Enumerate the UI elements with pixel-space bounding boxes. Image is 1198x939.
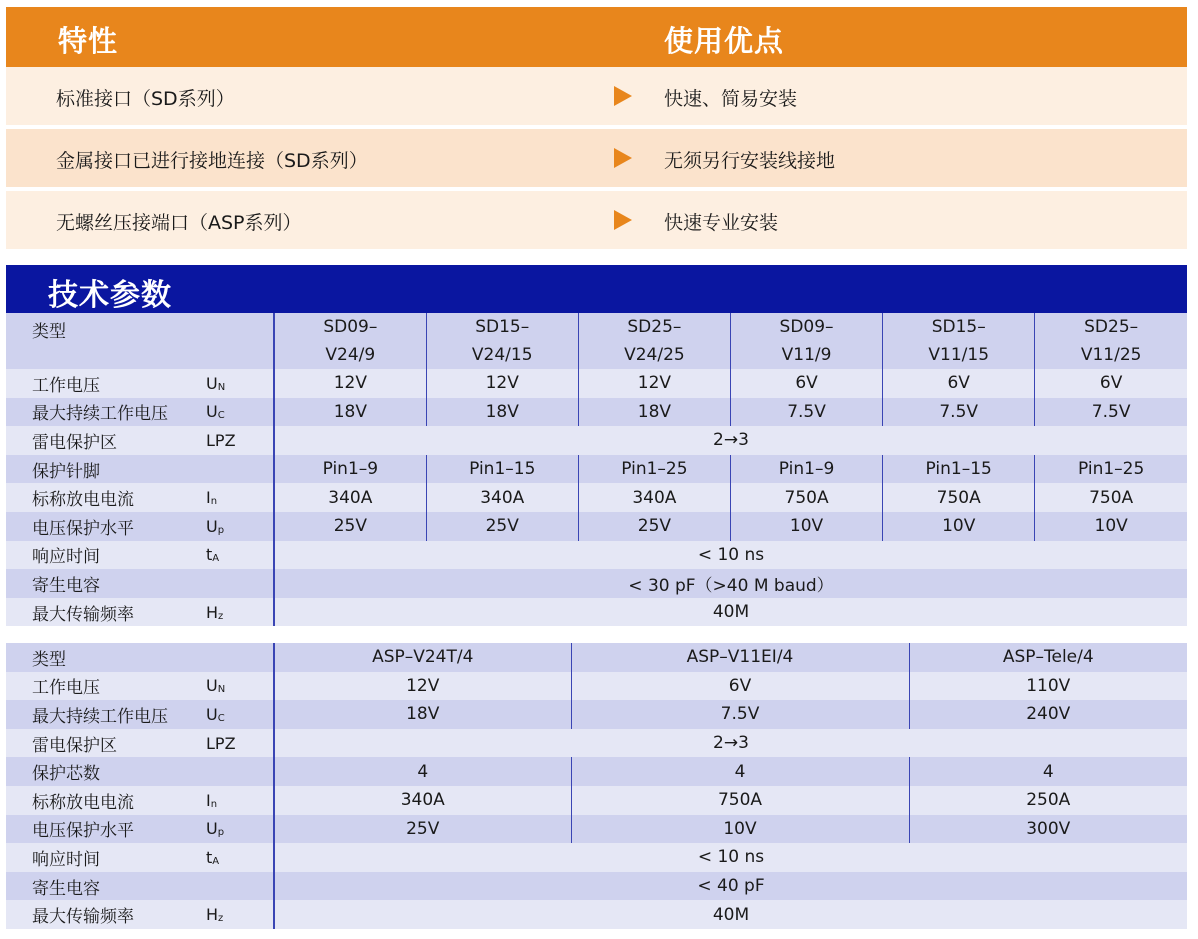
value-cell: 4 (571, 757, 909, 786)
value-cell: 7.5V (730, 398, 882, 427)
value-cell: 25V (274, 815, 571, 844)
value-cell: 340A (578, 483, 730, 512)
table-row (6, 757, 1187, 786)
feature-text: 无螺丝压接端口（ASP系列） (56, 212, 302, 234)
value-cell: Pin1–15 (426, 455, 578, 484)
row-label: 标称放电电流 (6, 483, 196, 512)
row-label: 雷电保护区 (6, 426, 196, 455)
feature-text: 标准接口（SD系列） (56, 88, 235, 110)
benefits-title: 使用优点 (664, 24, 785, 58)
table-row (6, 729, 1187, 758)
table-row (6, 541, 1187, 570)
row-label: 类型 (6, 313, 196, 369)
value-cell: 240V (909, 700, 1187, 729)
table-row (6, 786, 1187, 815)
value-cell: 6V (1035, 369, 1187, 398)
sd-spec-table (6, 313, 1187, 626)
value-cell: Pin1–9 (274, 455, 426, 484)
model-cell: SD15– V24/15 (426, 313, 578, 369)
value-cell: 18V (426, 398, 578, 427)
value-cell: 25V (274, 512, 426, 541)
value-cell: 18V (274, 398, 426, 427)
row-symbol: $H_z$ (196, 598, 274, 627)
value-cell: 40M (274, 900, 1187, 929)
model-cell: SD09– V24/9 (274, 313, 426, 369)
table-row (6, 700, 1187, 729)
row-label: 电压保护水平 (6, 512, 196, 541)
row-label: 响应时间 (6, 843, 196, 872)
row-symbol: $t_A$ (196, 843, 274, 872)
value-cell: 10V (883, 512, 1035, 541)
table-row (6, 569, 1187, 598)
table-row (6, 815, 1187, 844)
table-row (6, 398, 1187, 427)
row-symbol: $U_C$ (196, 398, 274, 427)
value-cell: 750A (730, 483, 882, 512)
row-symbol: $U_p$ (196, 815, 274, 844)
value-cell: 750A (1035, 483, 1187, 512)
row-label: 最大持续工作电压 (6, 398, 196, 427)
row-symbol: $I_n$ (196, 483, 274, 512)
value-cell: 12V (578, 369, 730, 398)
row-label: 雷电保护区 (6, 729, 196, 758)
row-label: 最大传输频率 (6, 900, 196, 929)
row-symbol: $U_C$ (196, 700, 274, 729)
value-cell: 6V (571, 672, 909, 701)
value-cell: 2→3 (274, 729, 1187, 758)
features-header (6, 7, 1187, 67)
row-symbol: $t_A$ (196, 541, 274, 570)
benefit-text: 快速、简易安装 (664, 88, 798, 110)
value-cell: Pin1–9 (730, 455, 882, 484)
value-cell: 750A (571, 786, 909, 815)
row-label: 保护芯数 (6, 757, 196, 786)
row-symbol: $U_p$ (196, 512, 274, 541)
row-symbol: $U_N$ (196, 672, 274, 701)
value-cell: < 30 pF（>40 M baud） (274, 569, 1187, 598)
model-cell: ASP–V11EI/4 (571, 643, 909, 672)
tech-params-header (6, 265, 1187, 313)
model-cell: SD15– V11/15 (883, 313, 1035, 369)
value-cell: 10V (1035, 512, 1187, 541)
value-cell: 25V (426, 512, 578, 541)
value-cell: 10V (730, 512, 882, 541)
value-cell: Pin1–25 (578, 455, 730, 484)
table-row (6, 598, 1187, 627)
row-label: 寄生电容 (6, 872, 196, 901)
feature-row (6, 191, 1187, 249)
value-cell: 6V (730, 369, 882, 398)
row-label: 工作电压 (6, 672, 196, 701)
value-cell: 110V (909, 672, 1187, 701)
value-cell: 12V (426, 369, 578, 398)
row-symbol: $U_N$ (196, 369, 274, 398)
model-cell: SD25– V11/25 (1035, 313, 1187, 369)
table-row (6, 455, 1187, 484)
table-row (6, 872, 1187, 901)
value-cell: 12V (274, 369, 426, 398)
value-cell: 18V (578, 398, 730, 427)
row-label: 响应时间 (6, 541, 196, 570)
table-row (6, 483, 1187, 512)
value-cell: 6V (883, 369, 1035, 398)
value-cell: < 40 pF (274, 872, 1187, 901)
value-cell: 750A (883, 483, 1035, 512)
model-cell: ASP–V24T/4 (274, 643, 571, 672)
value-cell: 12V (274, 672, 571, 701)
value-cell: 2→3 (274, 426, 1187, 455)
row-symbol: LPZ (196, 426, 274, 455)
row-symbol: $I_n$ (196, 786, 274, 815)
value-cell: < 10 ns (274, 541, 1187, 570)
value-cell: 40M (274, 598, 1187, 627)
value-cell: Pin1–25 (1035, 455, 1187, 484)
tech-params-title: 技术参数 (48, 278, 172, 313)
features-title: 特性 (58, 24, 119, 58)
row-symbol: $H_z$ (196, 900, 274, 929)
value-cell: 7.5V (571, 700, 909, 729)
value-cell: 4 (909, 757, 1187, 786)
table-row (6, 643, 1187, 672)
model-cell: SD09– V11/9 (730, 313, 882, 369)
row-label: 电压保护水平 (6, 815, 196, 844)
table-row (6, 313, 1187, 369)
value-cell: 250A (909, 786, 1187, 815)
arrow-right-icon (614, 86, 632, 106)
row-symbol: LPZ (196, 729, 274, 758)
row-label: 寄生电容 (6, 569, 196, 598)
model-cell: ASP–Tele/4 (909, 643, 1187, 672)
benefit-text: 快速专业安装 (664, 212, 779, 234)
asp-spec-table (6, 643, 1187, 929)
feature-row (6, 67, 1187, 125)
value-cell: 340A (274, 483, 426, 512)
value-cell: 340A (274, 786, 571, 815)
table-row (6, 900, 1187, 929)
arrow-right-icon (614, 210, 632, 230)
value-cell: 7.5V (1035, 398, 1187, 427)
value-cell: 340A (426, 483, 578, 512)
value-cell: 7.5V (883, 398, 1035, 427)
row-label: 类型 (6, 643, 196, 672)
row-label: 保护针脚 (6, 455, 196, 484)
table-row (6, 672, 1187, 701)
value-cell: 18V (274, 700, 571, 729)
value-cell: 10V (571, 815, 909, 844)
table-row (6, 369, 1187, 398)
feature-text: 金属接口已进行接地连接（SD系列） (56, 150, 368, 172)
model-cell: SD25– V24/25 (578, 313, 730, 369)
value-cell: 300V (909, 815, 1187, 844)
row-label: 最大传输频率 (6, 598, 196, 627)
value-cell: 25V (578, 512, 730, 541)
table-row (6, 512, 1187, 541)
value-cell: < 10 ns (274, 843, 1187, 872)
row-label: 最大持续工作电压 (6, 700, 196, 729)
table-row (6, 426, 1187, 455)
value-cell: Pin1–15 (883, 455, 1035, 484)
table-row (6, 843, 1187, 872)
arrow-right-icon (614, 148, 632, 168)
row-label: 工作电压 (6, 369, 196, 398)
feature-row (6, 129, 1187, 187)
value-cell: 4 (274, 757, 571, 786)
benefit-text: 无须另行安装线接地 (664, 150, 836, 172)
row-label: 标称放电电流 (6, 786, 196, 815)
